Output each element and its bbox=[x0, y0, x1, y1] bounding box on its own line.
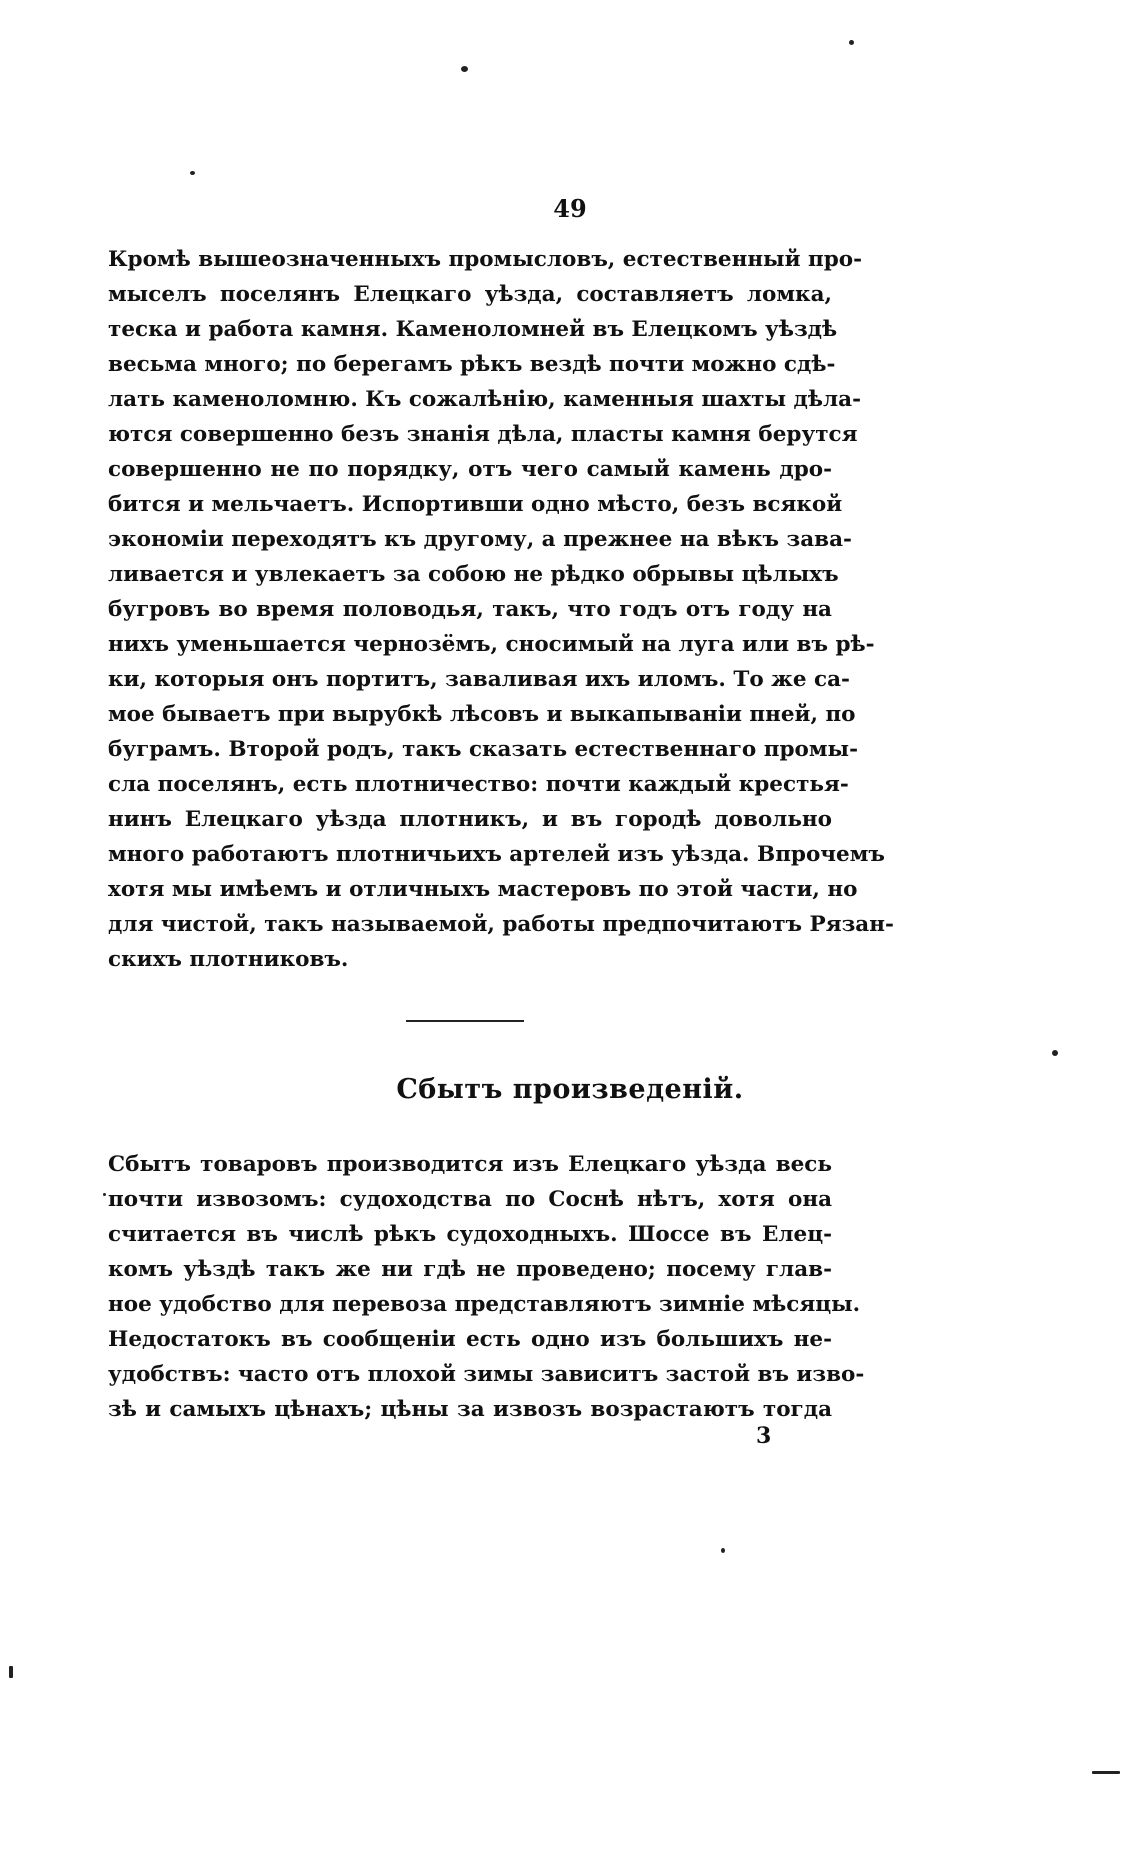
text-line: комъ уѣздѣ такъ же ни гдѣ не проведено; посему глав- bbox=[108, 1257, 832, 1282]
page-number: 49 bbox=[553, 194, 587, 223]
text-line: ное удобство для перевоза представляютъ зимніе мѣсяцы. bbox=[108, 1292, 861, 1317]
text-line: мыселъ поселянъ Елецкаго уѣзда, составляетъ ломка, bbox=[108, 282, 832, 307]
text-line: удобствъ: часто отъ плохой зимы зависитъ застой въ изво- bbox=[108, 1362, 865, 1387]
scan-speck bbox=[721, 1548, 725, 1553]
text-line: зѣ и самыхъ цѣнахъ; цѣны за извозъ возрастаютъ тогда bbox=[108, 1397, 832, 1422]
text-line: почти извозомъ: судоходства по Соснѣ нѣтъ, хотя она bbox=[108, 1187, 832, 1212]
scan-speck bbox=[461, 66, 468, 72]
scan-speck bbox=[190, 171, 195, 175]
text-line: Недостатокъ въ сообщеніи есть одно изъ большихъ не- bbox=[108, 1327, 832, 1352]
text-line: буграмъ. Второй родъ, такъ сказать естественнаго промы- bbox=[108, 737, 859, 762]
text-line: бится и мельчаетъ. Испортивши одно мѣсто, безъ всякой bbox=[108, 492, 843, 517]
text-line: нинъ Елецкаго уѣзда плотникъ, и въ городѣ довольно bbox=[108, 807, 832, 832]
text-line: экономіи переходятъ къ другому, а прежнее на вѣкъ зава- bbox=[108, 527, 852, 552]
scan-speck bbox=[1092, 1771, 1120, 1774]
section-divider bbox=[406, 1020, 524, 1022]
text-line: ются совершенно безъ знанія дѣла, пласты камня берутся bbox=[108, 422, 858, 447]
scan-speck bbox=[9, 1666, 13, 1678]
text-line: хотя мы имѣемъ и отличныхъ мастеровъ по этой части, но bbox=[108, 877, 858, 902]
text-line: много работаютъ плотничьихъ артелей изъ уѣзда. Впрочемъ bbox=[108, 842, 885, 867]
text-line: Кромѣ вышеозначенныхъ промысловъ, естественный про- bbox=[108, 247, 863, 272]
text-line: совершенно не по порядку, отъ чего самый камень дро- bbox=[108, 457, 832, 482]
text-line: для чистой, такъ называемой, работы предпочитаютъ Рязан- bbox=[108, 912, 894, 937]
text-line: теска и работа камня. Каменоломней въ Елецкомъ уѣздѣ bbox=[108, 317, 838, 342]
text-line: ки, которыя онъ портитъ, заваливая ихъ иломъ. То же са- bbox=[108, 667, 850, 692]
text-line: скихъ плотниковъ. bbox=[108, 947, 349, 972]
text-line: ливается и увлекаетъ за собою не рѣдко обрывы цѣлыхъ bbox=[108, 562, 839, 587]
text-line: лать каменоломню. Къ сожалѣнію, каменныя шахты дѣла- bbox=[108, 387, 861, 412]
text-line: мое бываетъ при вырубкѣ лѣсовъ и выкапываніи пней, по bbox=[108, 702, 856, 727]
scan-speck bbox=[1052, 1050, 1058, 1056]
text-line: считается въ числѣ рѣкъ судоходныхъ. Шоссе въ Елец- bbox=[108, 1222, 832, 1247]
text-line: Сбытъ товаровъ производится изъ Елецкаго уѣзда весь bbox=[108, 1152, 832, 1177]
section-title: Сбытъ произведеній. bbox=[396, 1074, 744, 1105]
text-line: весьма много; по берегамъ рѣкъ вездѣ почти можно сдѣ- bbox=[108, 352, 836, 377]
scan-speck bbox=[849, 40, 854, 45]
scan-speck bbox=[103, 1193, 106, 1196]
text-line: бугровъ во время половодья, такъ, что годъ отъ году на bbox=[108, 597, 832, 622]
text-line: нихъ уменьшается чернозёмъ, сносимый на луга или въ рѣ- bbox=[108, 632, 875, 657]
text-line: сла поселянъ, есть плотничество: почти каждый крестья- bbox=[108, 772, 849, 797]
signature-mark: 3 bbox=[756, 1423, 772, 1449]
